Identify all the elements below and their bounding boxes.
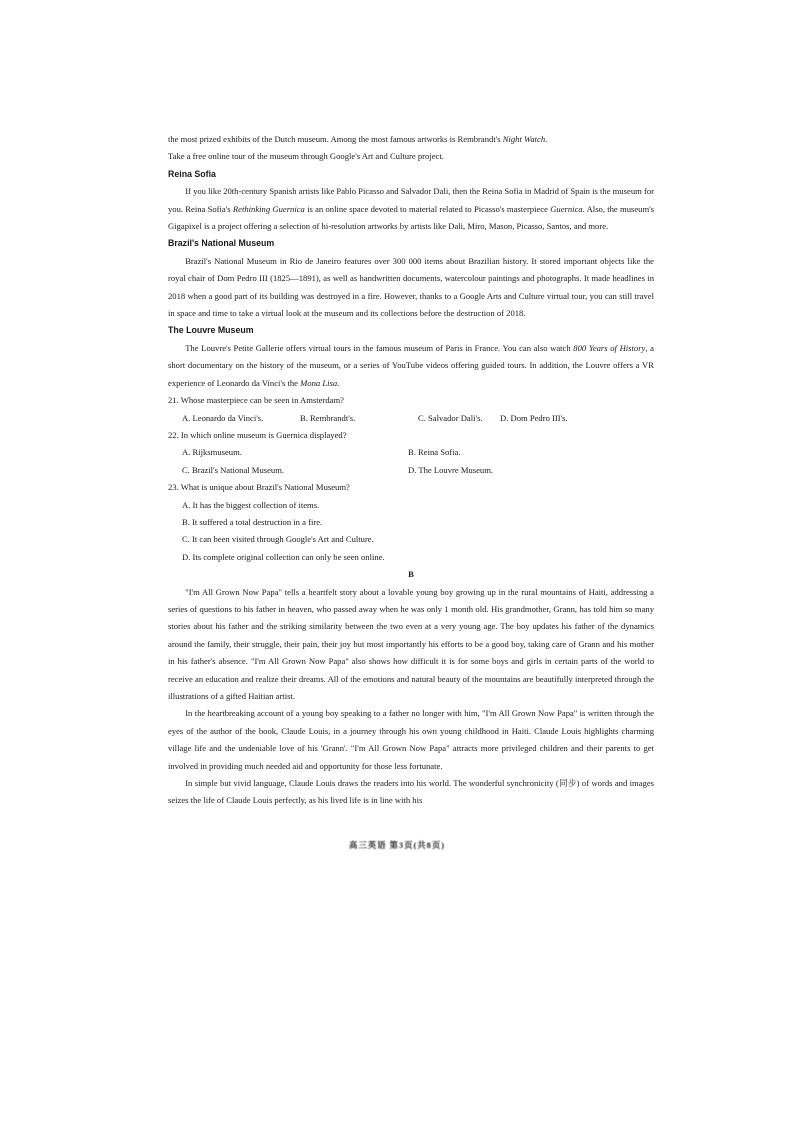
text: If you like 20th-century Spanish artists like Pablo Picasso and Salvador Dali, then the Reina Sofia in Madrid of Spain is the museum for you. Reina Sofia's [168,186,654,214]
q21-option-a: A. Leonardo da Vinci's. [182,412,264,423]
q21-option-b: B. Rembrandt's. [300,412,356,423]
section-b-paragraph-2: In the heartbreaking account of a young boy speaking to a father no longer with him, "I'm All Grown Now Papa" is written through the eyes of the author of the book, Claude Louis, in a journey through his own young childhood in Haiti. Claude Louis highlights charming village life and the undeniable love of his 'Grann'. "I'm All Grown Now Papa" attracts more privileged children and their parents to get involved in providing much needed aid and opportunity for those less fortunate. [168,708,654,771]
page-footer: 高三英语 第3页(共8页) [348,841,446,850]
question-21-options [168,410,654,427]
section-b-paragraph-3: In simple but vivid language, Claude Louis draws the readers into his world. The wonderful synchronicity (同步) of words and images seizes the life of Claude Louis perfectly, as his lived life is in line with his [168,778,654,806]
louvre-heading: The Louvre Museum [168,325,254,336]
project-title: Rethinking Guernica [232,203,305,214]
q22-option-b: B. Reina Sofia. [408,447,461,458]
text: is an online space devoted to material related to Picasso's masterpiece [304,203,551,214]
question-21-stem: 21. Whose masterpiece can be seen in Amsterdam? [168,395,344,406]
q23-option-d: D. Its complete original collection can only be seen online. [182,551,385,562]
text: , a short documentary on the history of the museum, or a series of YouTube videos offering guided tours. In addition, the Louvre offers a VR experience of Leonardo da Vinci's the [168,342,654,388]
artwork-title: Mona Lisa [300,377,338,388]
documentary-title: 800 Years of History [573,342,646,353]
text: . [545,134,548,144]
intro-line-1 [168,131,654,148]
q23-option-b: B. It suffered a total destruction in a fire. [182,516,323,527]
reina-sofia-heading: Reina Sofia [168,168,216,179]
section-b-paragraph-1: "I'm All Grown Now Papa" tells a heartfelt story about a lovable young boy growing up in the rural mountains of Haiti, addressing a series of questions to his father in heaven, who passed away when he was only 1 month old. His grandmother, Grann, has told him so many stories about his father and the striking similarity between the two even at a very young age. The boy updates his father of the dynamics around the family, their struggle, their pain, their joy but most importantly his efforts to be a good boy, taking care of Grann and his mother in his father's absence. "I'm All Grown Now Papa" also shows how difficult it is for some boys and girls in certain parts of the world to receive an education and realize their dreams. All of the emotions and natural beauty of the mountains are beautifully interpreted through the illustrations of a gifted Haitian artist. [168,586,654,701]
reina-sofia-paragraph [168,183,654,235]
text: . [337,377,340,388]
q23-option-c: C. It can been visited through Google's Art and Culture. [182,534,374,545]
text: . Also, the museum's Gigapixel is a project offering a selection of hi-resolution artworks by artists like Dali, Miro, Mason, Picasso, Santos, and more. [168,203,655,232]
question-22-options-row1 [168,444,654,461]
page-content [168,131,654,810]
intro-line-2: Take a free online tour of the museum through Google's Art and Culture project. [168,151,444,162]
question-22-options-row2 [168,462,654,479]
artwork-title: Night Watch [502,134,546,144]
louvre-paragraph [168,340,654,392]
q21-option-c: C. Salvador Dali's. [418,412,483,423]
q22-option-a: A. Rijksmuseum. [182,447,242,458]
q22-option-d: D. The Louvre Museum. [408,464,494,475]
brazil-museum-heading: Brazil's National Museum [168,238,275,249]
artwork-title: Guernica [550,203,583,214]
section-b-label: B [408,569,414,580]
text: The Louvre's Petite Gallerie offers virtual tours in the famous museum of Paris in France. You can also watch [185,342,574,353]
question-23-stem: 23. What is unique about Brazil's National Museum? [168,482,350,493]
q23-option-a: A. It has the biggest collection of items. [182,499,320,510]
brazil-museum-paragraph: Brazil's National Museum in Rio de Janeiro features over 300 000 items about Brazilian history. It stored important objects like the royal chair of Dom Pedro III (1825—1891), as well as handwritten documents, watercolour paintings and photographs. It made headlines in 2018 when a good part of its building was destroyed in a fire. However, thanks to a Google Arts and Culture virtual tour, you can still travel in space and time to take a virtual look at the museum and its collections before the destruction of 2018. [168,255,654,319]
question-22-stem: 22. In which online museum is Guernica displayed? [168,429,347,440]
text: the most prized exhibits of the Dutch museum. Among the most famous artworks is Rembrandt's [168,134,503,144]
q21-option-d: D. Dom Pedro III's. [500,412,568,423]
q22-option-c: C. Brazil's National Museum. [182,464,285,475]
